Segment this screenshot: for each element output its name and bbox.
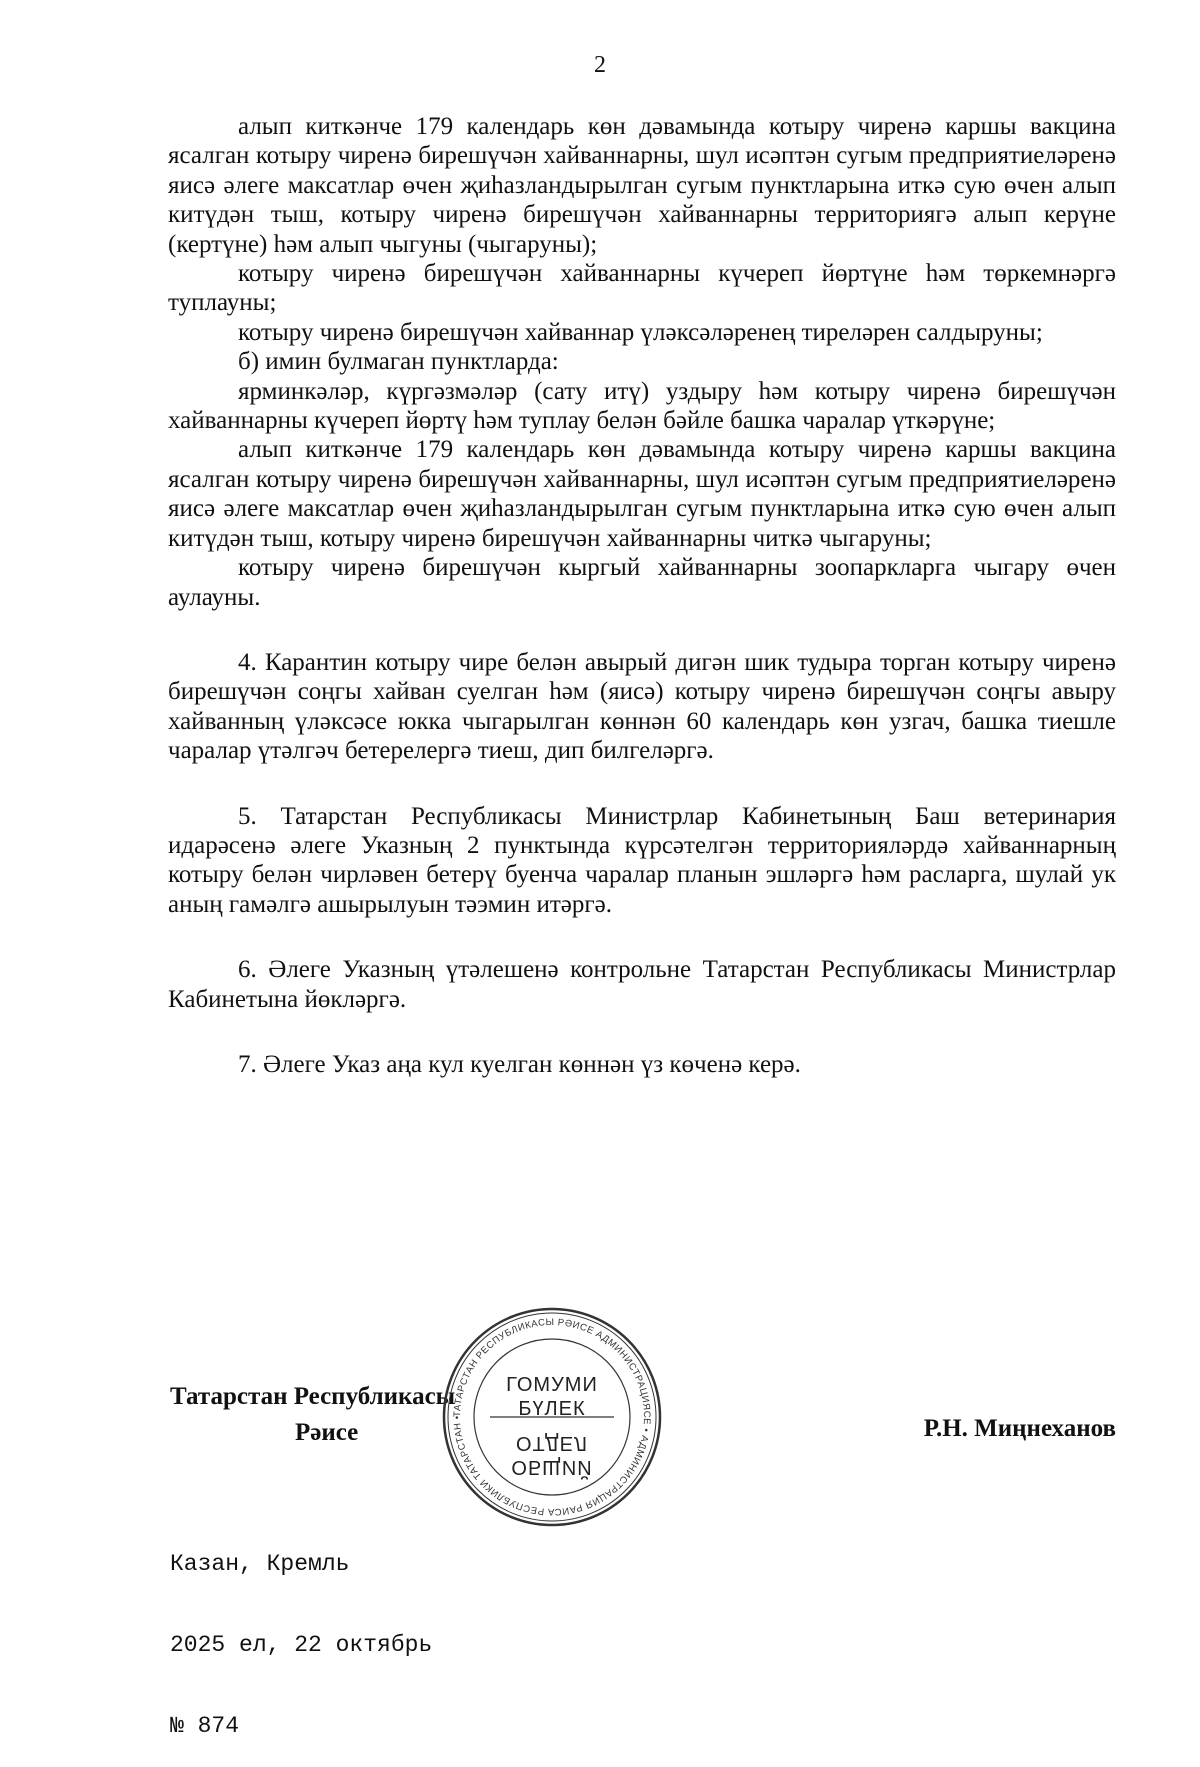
paragraph-vaccinated-export: алып киткәнче 179 календарь көн дәвамында котыру чиренә каршы вакцина ясалган котыру чиренә бирешүчән хайваннарны, шул исәптән сугым предприятиеләренә яисә әлеге максатлар өчен җиһазландырылган сугым пунктларына иткә сую өчен алып китүдән тыш, котыру чиренә бирешүчән хайваннарны читкә чыгаруны; (168, 436, 1116, 552)
paragraph-wild-animal-hunting: котыру чиренә бирешүчән кыргый хайваннарны зоопаркларга чыгару өчен аулауны. (168, 554, 1116, 611)
paragraph-animal-movement: котыру чиренә бирешүчән хайваннарны күчереп йөртүне һәм төркемнәргә туплауны; (168, 260, 1116, 317)
place-city: Казан, Кремль (170, 1551, 350, 1577)
paragraph-carcass-skinning: котыру чиренә бирешүчән хайваннар үләксәләренең тиреләрен салдыруны; (238, 318, 1043, 346)
official-seal (440, 1305, 664, 1529)
paragraph-item-6: 6. Әлеге Указның үтәлешенә контрольне Татарстан Республикасы Министрлар Кабинетына йөкләргә. (168, 956, 1116, 1013)
document-number: № 874 (170, 1713, 240, 1739)
paragraph-unsafe-points-heading: б) имин булмаган пунктларда: (238, 348, 559, 376)
seal-inner-line4: ОБЩИЙ (511, 1456, 593, 1478)
paragraph-fairs-exhibitions: ярминкәләр, күргәзмәләр (сату итү) уздыру һәм котыру чиренә бирешүчән хайваннарны күчереп йөртү һәм туплау белән бәйле башка чаралар үткәрүне; (168, 377, 1116, 435)
document-date: 2025 ел, 22 октябрь (170, 1632, 433, 1658)
seal-inner-text (440, 1373, 664, 1479)
seal-inner-line1: ГОМУМИ (506, 1374, 598, 1396)
document-body (168, 112, 1116, 1079)
signature-title-line2: Рәисе (295, 1419, 359, 1446)
place-date-number (170, 1497, 432, 1767)
paragraph-item-5: 5. Татарстан Республикасы Министрлар Кабинетының Баш ветеринария идарәсенә әлеге Указның 2 пунктында күрсәтелгән территорияләрдә хайваннарның котыру белән чирләвен бетерү буенча чаралар планын эшләргә һәм расларга, шулай ук аның гамәлгә ашырылуын тәэмин итәргә. (168, 802, 1116, 918)
seal-inner-line3: ОТДЕЛ (515, 1432, 589, 1454)
paragraph-vaccinated-transport: алып киткәнче 179 календарь көн дәвамында котыру чиренә каршы вакцина ясалган котыру чиренә бирешүчән хайваннарны, шул исәптән сугым предприятиеләренә яисә әлеге максатлар өчен җиһазландырылган сугым пунктларына иткә сую өчен алып китүдән тыш, котыру чиренә бирешүчән хайваннарны территориягә алып керүне (кертүне) һәм алып чыгуны (чыгаруны); (168, 113, 1116, 258)
signature-title-line1: Татарстан Республикасы (170, 1383, 456, 1410)
paragraph-item-7: 7. Әлеге Указ аңа кул куелган көннән үз көченә керә. (238, 1050, 801, 1078)
paragraph-item-4: 4. Карантин котыру чире белән авырый дигән шик тудыра торган котыру чиренә бирешүчән соңгы хайван суелган һәм (яисә) котыру чиренә бирешүчән соңгы авыру хайванның үләксәсе юкка чыгарылган көннән 60 календарь көн узгач, башка тиешле чаралар үтәлгәч бетерелергә тиеш, дип билгеләргә. (168, 648, 1116, 765)
signer-name: Р.Н. Миңнеханов (923, 1415, 1116, 1442)
page-number: 2 (594, 52, 606, 78)
seal-ring-text: ТАТАРСТАН РЕСПУБЛИКАСЫ РӘИСЕ АДМИНИСТРАЦИЯСЕ • АДМИНИСТРАЦИЯ РАИСА РЕСПУБЛИКИ ТАТАРСТАН • (451, 1316, 653, 1518)
seal-inner-line2: БҮЛЕК (518, 1398, 586, 1420)
